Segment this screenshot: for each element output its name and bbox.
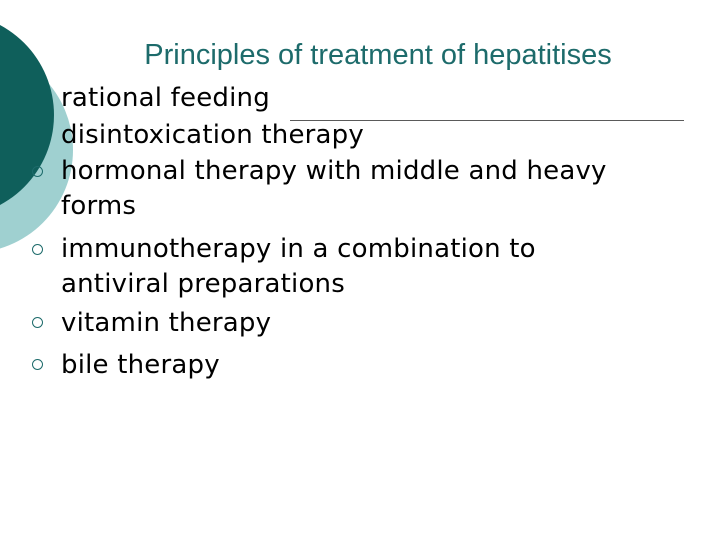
bullet-item — [0, 80, 671, 117]
bullet-circle-icon — [32, 166, 43, 177]
bullet-item — [0, 154, 671, 224]
bullet-item — [0, 305, 671, 342]
bullet-circle-icon — [32, 244, 43, 255]
bullet-text: hormonal therapy with middle and heavy forms — [61, 156, 607, 221]
bullet-text: vitamin therapy — [61, 308, 272, 338]
bullet-item — [0, 117, 671, 154]
bullet-circle-icon — [32, 359, 43, 370]
bullet-text: bile therapy — [61, 350, 220, 380]
bullet-item — [0, 232, 601, 302]
slide-title: Principles of treatment of hepatitises — [144, 39, 612, 71]
bullet-circle-icon — [32, 317, 43, 328]
bullet-list — [0, 80, 720, 384]
bullet-text: rational feeding — [61, 83, 270, 113]
bullet-item — [0, 347, 671, 384]
bullet-text: disintoxication therapy — [61, 120, 364, 150]
bullet-text: immunotherapy in a combination to antiviral preparations — [61, 234, 536, 299]
